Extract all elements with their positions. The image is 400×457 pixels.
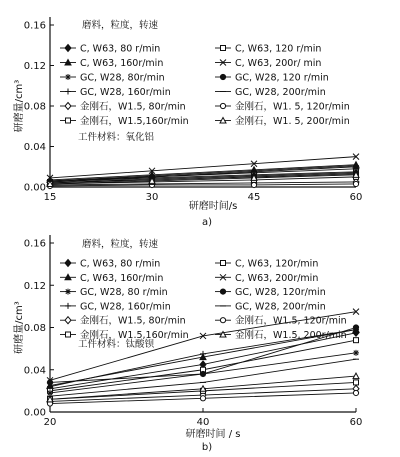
legend-item	[60, 101, 186, 113]
legend-label: C, W63, 200r/ min	[235, 58, 322, 69]
panel-caption: b)	[201, 442, 213, 453]
legend-item	[215, 73, 329, 84]
material-note: 工件材料：钛酸钡	[78, 339, 155, 350]
legend-marker	[220, 103, 225, 108]
legend-marker	[220, 289, 225, 294]
legend-item	[215, 58, 321, 69]
data-point	[353, 350, 359, 356]
legend-label: C, W63, 200r/min	[235, 272, 319, 284]
x-tick-label: 60	[349, 417, 363, 428]
legend-item	[60, 287, 168, 298]
panel-caption: a)	[201, 217, 213, 228]
legend-label: C, W63, 160r/min	[80, 58, 164, 69]
legend-marker	[65, 45, 71, 52]
legend-marker	[221, 261, 226, 266]
legend-label: GC, W28, 200r/min	[235, 301, 326, 313]
x-tick-label: 45	[247, 192, 261, 203]
x-tick-label: 30	[145, 192, 159, 203]
y-axis-label: 研磨量/cm³	[14, 301, 25, 354]
legend-marker	[65, 103, 71, 110]
data-point	[200, 396, 205, 401]
legend	[60, 19, 350, 127]
legend	[60, 238, 347, 341]
data-point	[200, 351, 206, 357]
legend-title: 磨料，粒度，转速	[82, 239, 159, 250]
legend-label: 金刚石，W1.5, 80r/min	[80, 101, 186, 113]
legend-label: GC, W28, 160r/min	[80, 87, 171, 98]
legend-marker	[220, 74, 225, 79]
legend-label: GC, W28, 160r/min	[80, 301, 171, 313]
x-tick-label: 40	[196, 417, 210, 428]
legend-marker	[66, 332, 71, 337]
legend-item	[215, 101, 350, 113]
legend-item	[215, 329, 347, 341]
data-point	[47, 390, 53, 396]
legend-item	[215, 301, 326, 312]
legend-label: GC, W28, 80 r/min	[80, 287, 168, 299]
y-tick-label: 0.16	[23, 20, 46, 32]
legend-marker	[65, 74, 71, 80]
legend-marker	[65, 317, 71, 324]
data-point	[353, 181, 358, 186]
legend-label: GC, W28, 120 r/min	[235, 72, 329, 84]
legend-marker	[220, 318, 225, 323]
legend-label: C, W63, 120r/min	[235, 258, 319, 270]
legend-label: C, W63, 80 r/min	[80, 43, 161, 55]
legend-item	[215, 44, 321, 55]
legend-item	[60, 115, 189, 127]
data-point	[353, 390, 358, 395]
legend-marker	[65, 303, 71, 309]
legend-label: GC, W28, 80r/min	[80, 72, 165, 84]
data-point	[200, 371, 205, 376]
legend-item	[60, 273, 163, 284]
y-tick-label: 0.08	[23, 323, 46, 334]
legend-label: GC, W28, 120r/min	[235, 287, 326, 299]
legend-label: 金刚石，W1. 5, 200r/min	[235, 116, 350, 127]
legend-item	[215, 273, 318, 284]
legend-item	[60, 73, 165, 84]
legend-label: C, W63, 80 r/min	[80, 258, 161, 270]
legend-item	[60, 259, 160, 270]
legend-marker	[66, 118, 71, 123]
material-note: 工件材料：氧化铝	[78, 132, 155, 143]
legend-item	[215, 87, 326, 98]
legend-item	[60, 44, 160, 55]
legend-label: 金刚石，W1.5, 80r/min	[80, 315, 186, 327]
legend-marker	[65, 89, 71, 95]
y-tick-label: 0.00	[23, 182, 46, 194]
legend-item	[60, 301, 171, 312]
legend-label: 金刚石，W1.5, 120r/min	[235, 315, 347, 327]
x-tick-label: 60	[349, 192, 363, 203]
data-point	[251, 182, 256, 187]
legend-label: GC, W28, 200r/min	[235, 87, 326, 98]
legend-item	[60, 315, 186, 327]
y-axis-label: 研磨量/cm³	[14, 79, 25, 133]
legend-item	[215, 287, 326, 298]
legend-marker	[65, 260, 71, 267]
y-tick-label: 0.12	[23, 280, 46, 292]
data-point	[354, 338, 359, 343]
y-tick-label: 0.04	[23, 142, 46, 153]
chart-panel-1	[12, 17, 362, 228]
y-tick-label: 0.00	[23, 407, 46, 419]
legend-label: 金刚石，W1. 5, 120r/min	[235, 101, 350, 113]
x-axis-label: 研磨时间/s	[188, 201, 238, 212]
legend-label: 金刚石，W1.5, 200r/min	[235, 330, 347, 341]
legend-label: 金刚石，W1.5,160r/min	[80, 330, 189, 341]
x-tick-label: 15	[43, 192, 57, 203]
legend-label: 金刚石，W1.5,160r/min	[80, 116, 189, 127]
legend-label: C, W63, 120 r/min	[235, 43, 322, 55]
legend-item	[215, 315, 347, 327]
chart-panel-2	[12, 235, 362, 453]
x-tick-label: 20	[43, 417, 57, 428]
legend-item	[215, 259, 318, 270]
legend-marker	[221, 46, 226, 51]
legend-item	[60, 58, 163, 69]
legend-label: C, W63, 160r/min	[80, 272, 164, 284]
data-point	[354, 380, 359, 385]
legend-item	[215, 115, 350, 127]
y-tick-label: 0.04	[23, 365, 46, 377]
legend-item	[60, 87, 171, 98]
x-axis-label: 研磨时间 / s	[185, 429, 241, 440]
legend-marker	[65, 289, 71, 295]
y-tick-label: 0.12	[23, 61, 46, 72]
y-tick-label: 0.08	[23, 101, 46, 113]
legend-title: 磨料，粒度，转速	[82, 20, 159, 31]
y-tick-label: 0.16	[23, 238, 46, 250]
